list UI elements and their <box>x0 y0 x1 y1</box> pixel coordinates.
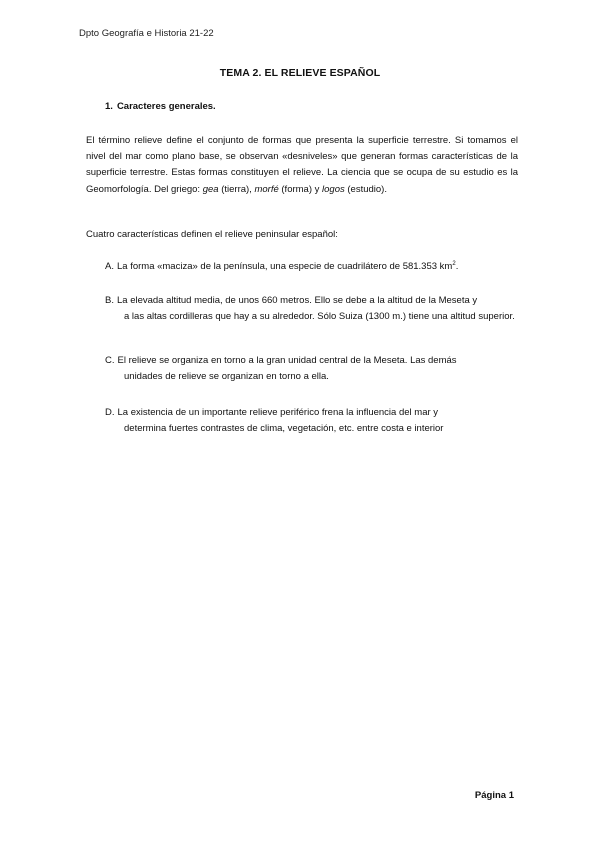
list-item-text: La elevada altitud media, de unos 660 metros. Ello se debe a la altitud de la Meseta y <box>116 295 478 306</box>
list-item-letter: C. <box>105 355 115 366</box>
term-morfe: morfé <box>254 183 279 195</box>
list-item-letter: B. <box>105 295 114 306</box>
paragraph-text-2: (tierra), <box>218 183 255 195</box>
paragraph-text-4: (estudio). <box>344 183 387 195</box>
list-item <box>105 405 515 437</box>
list-intro: Cuatro características definen el relieve peninsular español: <box>86 229 338 240</box>
list-item-continuation: determina fuertes contrastes de clima, vegetación, etc. entre costa e interior <box>124 422 444 434</box>
superscript: 2 <box>452 260 456 267</box>
paragraph-text-3: (forma) y <box>278 183 323 195</box>
list-item-continuation: a las altas cordilleras que hay a su alrededor. Sólo Suiza (1300 m.) tiene una altitud superior. <box>124 310 515 322</box>
term-gea: gea <box>202 183 219 195</box>
section-heading-text: Caracteres generales. <box>116 101 216 112</box>
list-item-end: . <box>455 261 459 272</box>
page-number: Página 1 <box>474 790 514 801</box>
list-item-letter: A. <box>105 261 114 272</box>
list-item <box>105 353 515 385</box>
list-item <box>105 293 515 325</box>
term-logos: logos <box>322 183 345 195</box>
list-item-text: La forma «maciza» de la península, una especie de cuadrilátero de 581.353 km <box>116 261 453 272</box>
list-item-text: El relieve se organiza en torno a la gran unidad central de la Meseta. Las demás <box>117 355 457 366</box>
list-item <box>105 259 515 275</box>
page-title: TEMA 2. EL RELIEVE ESPAÑOL <box>219 67 381 79</box>
section-heading <box>105 101 216 112</box>
list-item-continuation: unidades de relieve se organizan en torno a ella. <box>124 370 329 382</box>
page-header: Dpto Geografía e Historia 21-22 <box>79 28 214 39</box>
paragraph-text-1: El término relieve define el conjunto de formas que presenta la superficie terrestre. Si tomamos el nivel del mar como plano base, se observan «desniveles» que generan formas características de la superficie terrestre. Estas formas constituyen el relieve. La ciencia que se ocupa de su estudio es la Geomorfología. Del griego: <box>86 135 518 195</box>
list-item-text: La existencia de un importante relieve periférico frena la influencia del mar y <box>117 407 439 418</box>
section-number: 1. <box>105 101 113 112</box>
body-paragraph <box>86 133 518 198</box>
list-item-letter: D. <box>105 407 115 418</box>
